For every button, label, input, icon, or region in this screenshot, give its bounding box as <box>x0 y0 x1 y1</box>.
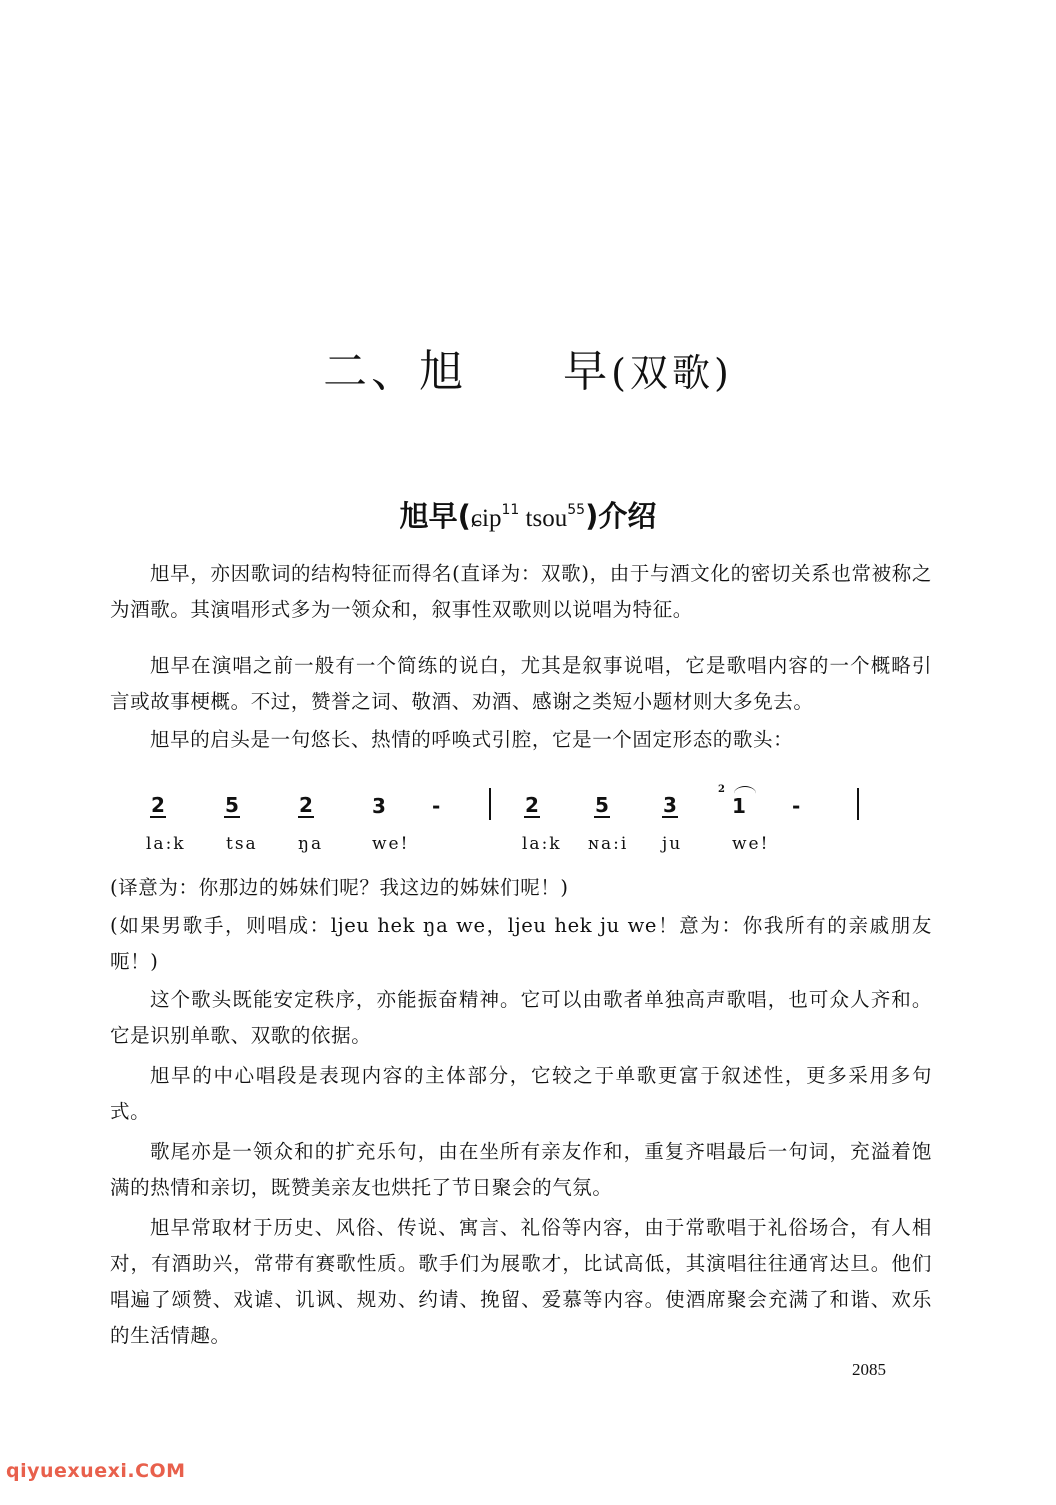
translation-note: (译意为：你那边的姊妹们呢？我这边的姊妹们呢！) <box>110 876 569 899</box>
score-note: 3 <box>372 794 386 818</box>
section-title-sup1: 11 <box>501 502 520 518</box>
music-score <box>0 784 1056 864</box>
lyric-syllable: we! <box>732 834 770 854</box>
score-note: - <box>432 794 441 818</box>
paragraph-4: 这个歌头既能安定秩序，亦能振奋精神。它可以由歌者单独高声歌唱，也可众人齐和。它是识别单歌、双歌的依据。 <box>110 988 932 1047</box>
score-note: 2 <box>151 793 165 817</box>
lyric-syllable: la:k <box>522 834 562 854</box>
score-note: - <box>792 794 801 818</box>
paragraph-3: 旭早的启头是一句悠长、热情的呼唤式引腔，它是一个固定形态的歌头： <box>150 728 794 751</box>
paragraph-6: 歌尾亦是一领众和的扩充乐句，由在坐所有亲友作和，重复齐唱最后一句词，充溢着饱满的热情和亲切，既赞美亲友也烘托了节日聚会的气氛。 <box>110 1140 932 1199</box>
watermark-logo: qiyuexuexi.COM <box>6 1460 186 1482</box>
section-title <box>0 494 1056 535</box>
chapter-title <box>0 335 1056 399</box>
male-singer-note: (如果男歌手，则唱成：ljeu hek ŋa we，ljeu hek ju we！意为：你我所有的亲戚朋友呃！) <box>110 914 932 973</box>
section-title-latin2: tsou <box>519 505 568 532</box>
paragraph-5: 旭早的中心唱段是表现内容的主体部分，它较之于单歌更富于叙述性，更多采用多句式。 <box>110 1064 932 1123</box>
score-note: 2 <box>525 793 539 817</box>
chapter-title-paren: (双歌) <box>611 351 733 395</box>
grace-note: 2 <box>718 784 725 795</box>
lyric-syllable: tsa <box>226 834 258 854</box>
paragraph-2: 旭早在演唱之前一般有一个简练的说白，尤其是叙事说唱，它是歌唱内容的一个概略引言或故事梗概。不过，赞誉之词、敬酒、劝酒、感谢之类短小题材则大多免去。 <box>110 654 932 713</box>
lyric-syllable: ju <box>662 834 683 854</box>
section-title-post: )介绍 <box>585 499 657 533</box>
score-note: 2 <box>299 793 313 817</box>
bar-line <box>489 788 491 820</box>
lyric-syllable: la:k <box>146 834 186 854</box>
chapter-title-part1: 二、旭 <box>323 346 468 397</box>
lyric-syllable: we! <box>372 834 410 854</box>
score-note: 5 <box>595 793 609 817</box>
section-title-sup2: 55 <box>567 502 586 518</box>
page-number: 2085 <box>852 1360 886 1379</box>
section-title-pre: 旭早( <box>399 499 471 533</box>
score-note: 1 <box>732 794 746 818</box>
chapter-title-part2: 早 <box>563 346 612 397</box>
section-title-latin1: ɕip <box>470 505 502 532</box>
score-note: 5 <box>225 793 239 817</box>
bar-line <box>857 788 859 820</box>
paragraph-7: 旭早常取材于历史、风俗、传说、寓言、礼俗等内容，由于常歌唱于礼俗场合，有人相对，有酒助兴，常带有赛歌性质。歌手们为展歌才，比试高低，其演唱往往通宵达旦。他们唱遍了颂赞、戏谑、讥讽、规劝、约请、挽留、爱慕等内容。使酒席聚会充满了和谐、欢乐的生活情趣。 <box>110 1216 932 1347</box>
paragraph-1: 旭早，亦因歌词的结构特征而得名(直译为：双歌)，由于与酒文化的密切关系也常被称之为酒歌。其演唱形式多为一领众和，叙事性双歌则以说唱为特征。 <box>110 562 932 621</box>
lyric-syllable: ɴa:i <box>588 834 629 854</box>
score-note: 3 <box>663 793 677 817</box>
lyric-syllable: ŋa <box>298 834 324 854</box>
